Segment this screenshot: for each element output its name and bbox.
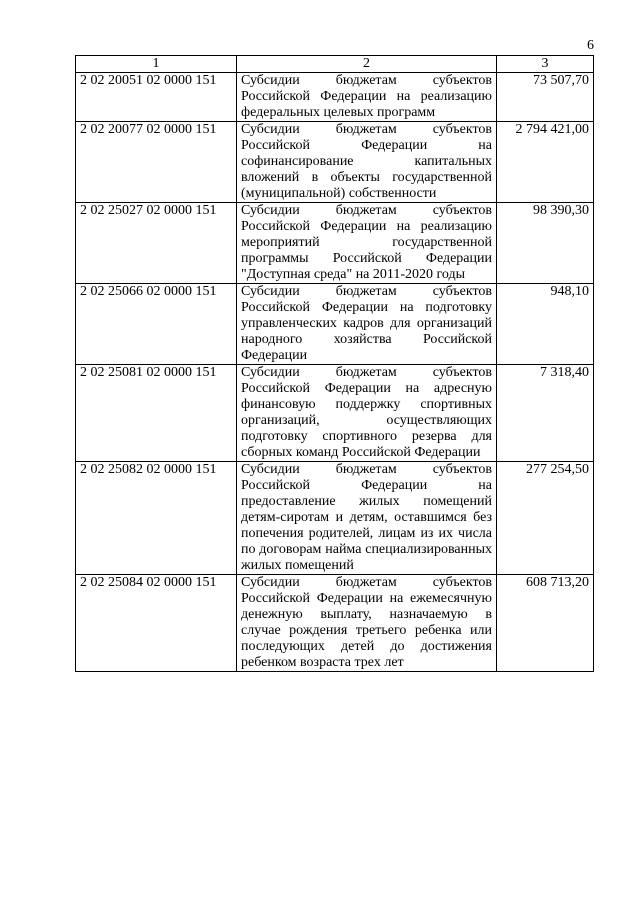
budget-code: 2 02 25082 02 0000 151 <box>76 462 237 575</box>
table-row <box>76 203 594 284</box>
budget-code: 2 02 25027 02 0000 151 <box>76 203 237 284</box>
description: Субсидии бюджетам субъектов Российской Федерации на реализацию федеральных целевых программ <box>237 73 497 122</box>
description: Субсидии бюджетам субъектов Российской Федерации на софинансирование капитальных вложений в объекты государственной (муниципальной) собственности <box>237 122 497 203</box>
description: Субсидии бюджетам субъектов Российской Федерации на подготовку управленческих кадров для организаций народного хозяйства Российской Федерации <box>237 284 497 365</box>
amount: 948,10 <box>497 284 594 365</box>
budget-code: 2 02 25066 02 0000 151 <box>76 284 237 365</box>
table-header-row <box>76 56 594 73</box>
column-header-1: 1 <box>76 56 237 73</box>
description: Субсидии бюджетам субъектов Российской Федерации на реализацию мероприятий государственной программы Российской Федерации "Доступная среда" на 2011-2020 годы <box>237 203 497 284</box>
amount: 608 713,20 <box>497 575 594 672</box>
description: Субсидии бюджетам субъектов Российской Федерации на предоставление жилых помещений детям-сиротам и детям, оставшимся без попечения родителей, лицам из их числа по договорам найма специализированных жилых помещений <box>237 462 497 575</box>
table-row <box>76 73 594 122</box>
budget-code: 2 02 20051 02 0000 151 <box>76 73 237 122</box>
table-row <box>76 122 594 203</box>
table-row <box>76 365 594 462</box>
description: Субсидии бюджетам субъектов Российской Федерации на адресную финансовую поддержку спортивных организаций, осуществляющих подготовку спортивного резерва для сборных команд Российской Федерации <box>237 365 497 462</box>
column-header-3: 3 <box>497 56 594 73</box>
column-header-2: 2 <box>237 56 497 73</box>
budget-code: 2 02 25084 02 0000 151 <box>76 575 237 672</box>
page-number: 6 <box>587 38 594 53</box>
amount: 73 507,70 <box>497 73 594 122</box>
amount: 7 318,40 <box>497 365 594 462</box>
table-row <box>76 284 594 365</box>
budget-table <box>75 55 594 672</box>
table-row <box>76 575 594 672</box>
description: Субсидии бюджетам субъектов Российской Федерации на ежемесячную денежную выплату, назначаемую в случае рождения третьего ребенка или последующих детей до достижения ребенком возраста трех лет <box>237 575 497 672</box>
table-row <box>76 462 594 575</box>
amount: 2 794 421,00 <box>497 122 594 203</box>
budget-code: 2 02 25081 02 0000 151 <box>76 365 237 462</box>
amount: 98 390,30 <box>497 203 594 284</box>
budget-code: 2 02 20077 02 0000 151 <box>76 122 237 203</box>
amount: 277 254,50 <box>497 462 594 575</box>
